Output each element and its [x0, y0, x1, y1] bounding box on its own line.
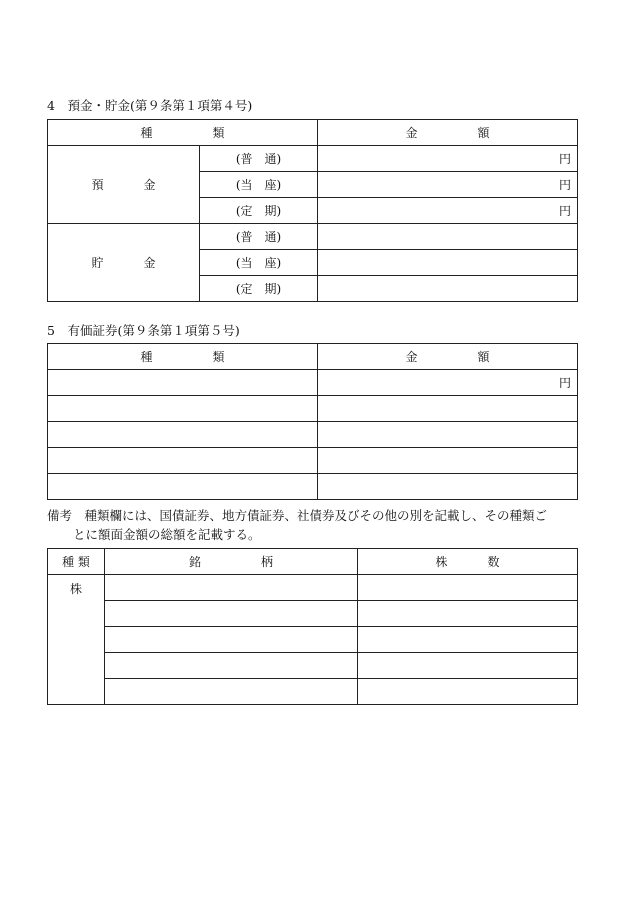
amount-cell[interactable]	[318, 448, 578, 474]
amount-cell[interactable]: 円	[318, 198, 578, 224]
subtype-cell: (当 座)	[200, 172, 318, 198]
remarks-note	[47, 506, 587, 544]
brand-cell[interactable]	[105, 627, 358, 653]
amount-cell[interactable]	[318, 276, 578, 302]
amount-cell[interactable]: 円	[318, 370, 578, 396]
amount-cell[interactable]: 円	[318, 172, 578, 198]
amount-cell[interactable]	[318, 474, 578, 500]
deposits-table	[47, 119, 578, 302]
type-cell[interactable]	[48, 396, 318, 422]
subtype-cell: (定 期)	[200, 276, 318, 302]
stock-type-header: 種 類	[48, 549, 105, 575]
subtype-cell: (普 通)	[200, 224, 318, 250]
type-cell[interactable]	[48, 448, 318, 474]
shares-cell[interactable]	[358, 575, 578, 601]
section4-heading: 4 預金・貯金(第９条第１項第４号)	[47, 98, 253, 113]
brand-cell[interactable]	[105, 575, 358, 601]
shares-cell[interactable]	[358, 679, 578, 705]
shares-cell[interactable]	[358, 601, 578, 627]
amount-cell[interactable]: 円	[318, 146, 578, 172]
brand-cell[interactable]	[105, 653, 358, 679]
amount-cell[interactable]	[318, 250, 578, 276]
type-cell[interactable]	[48, 370, 318, 396]
stock-type-value: 株	[48, 575, 105, 705]
amount-header: 金 額	[318, 120, 578, 146]
remarks-line-2: とに額面金額の総額を記載する。	[73, 527, 261, 542]
shares-header: 株 数	[358, 549, 578, 575]
brand-cell[interactable]	[105, 679, 358, 705]
type-header: 種 類	[48, 120, 318, 146]
amount-header: 金 額	[318, 344, 578, 370]
stocks-table	[47, 548, 578, 705]
brand-cell[interactable]	[105, 601, 358, 627]
savings-deposit-label: 預 金	[48, 146, 200, 224]
section5-heading: 5 有価証券(第９条第１項第５号)	[47, 323, 240, 338]
type-cell[interactable]	[48, 422, 318, 448]
shares-cell[interactable]	[358, 653, 578, 679]
type-cell[interactable]	[48, 474, 318, 500]
remarks-line-1: 備考 種類欄には、国債証券、地方債証券、社債券及びその他の別を記載し、その種類ご	[47, 508, 548, 523]
amount-cell[interactable]	[318, 422, 578, 448]
subtype-cell: (定 期)	[200, 198, 318, 224]
shares-cell[interactable]	[358, 627, 578, 653]
subtype-cell: (当 座)	[200, 250, 318, 276]
subtype-cell: (普 通)	[200, 146, 318, 172]
amount-cell[interactable]	[318, 396, 578, 422]
securities-table	[47, 343, 578, 500]
brand-header: 銘 柄	[105, 549, 358, 575]
postal-savings-label: 貯 金	[48, 224, 200, 302]
type-header: 種 類	[48, 344, 318, 370]
amount-cell[interactable]	[318, 224, 578, 250]
